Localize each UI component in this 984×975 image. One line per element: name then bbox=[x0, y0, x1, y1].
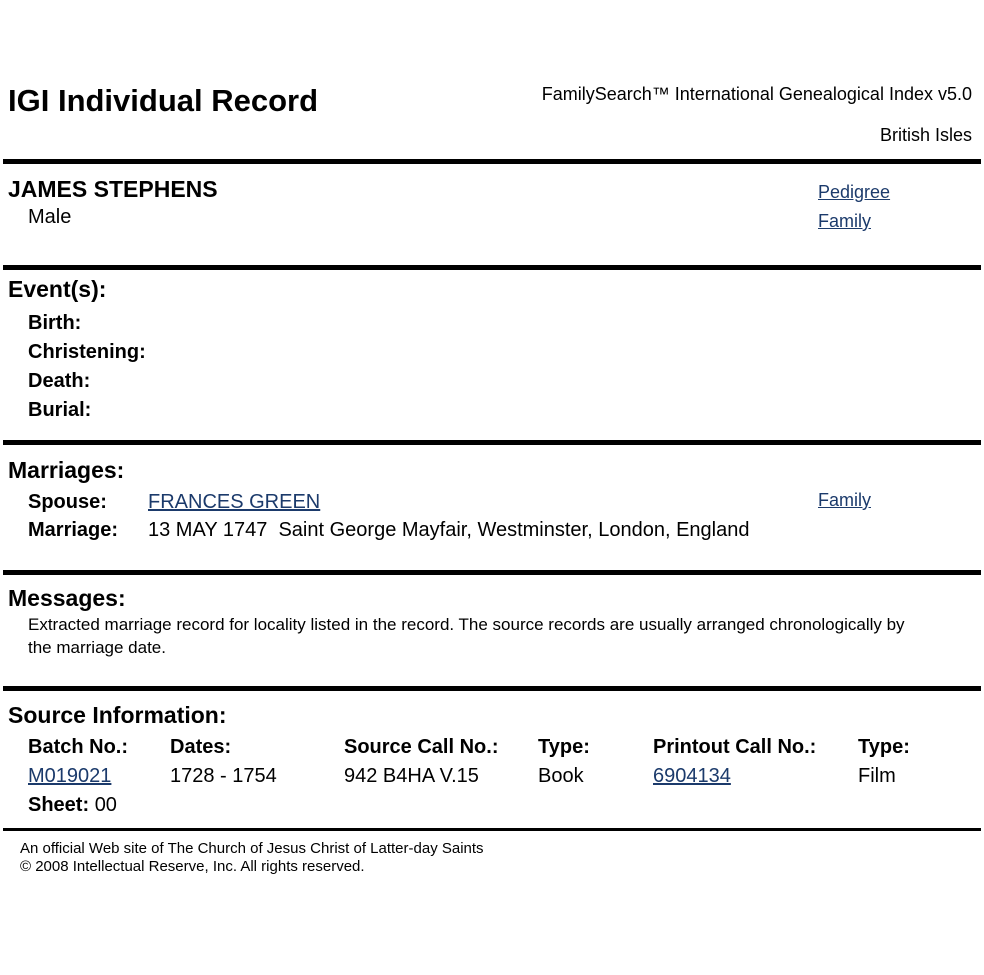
footer-site-line: An official Web site of The Church of Jesus Christ of Latter-day Saints bbox=[20, 840, 484, 857]
batch-no-link[interactable]: M019021 bbox=[28, 765, 112, 787]
source-table bbox=[28, 733, 984, 791]
event-label-death: Death: bbox=[28, 370, 91, 392]
printout-call-no-label: Printout Call No.: bbox=[653, 736, 817, 758]
marriages-heading: Marriages: bbox=[8, 457, 125, 483]
source-call-no-value: 942 B4HA V.15 bbox=[344, 765, 479, 787]
source-heading: Source Information: bbox=[8, 702, 227, 728]
source-type-value: Book bbox=[538, 765, 584, 787]
messages-section bbox=[0, 575, 984, 686]
dates-value: 1728 - 1754 bbox=[170, 765, 277, 787]
marriage-value: 13 MAY 1747 Saint George Mayfair, Westminster, London, England bbox=[148, 519, 750, 541]
pedigree-link[interactable]: Pedigree bbox=[818, 182, 891, 202]
page-title: IGI Individual Record bbox=[8, 83, 319, 118]
sheet-label: Sheet: bbox=[28, 794, 90, 816]
sheet-value: 00 bbox=[94, 794, 117, 816]
page-footer bbox=[0, 831, 984, 875]
marriage-label: Marriage: bbox=[28, 519, 119, 541]
header-right bbox=[542, 84, 972, 145]
messages-heading: Messages: bbox=[8, 585, 126, 611]
person-sex: Male bbox=[28, 206, 72, 228]
individual-section bbox=[0, 164, 984, 265]
marriage-row bbox=[28, 516, 984, 544]
person-name: JAMES STEPHENS bbox=[8, 176, 218, 202]
printout-type-label: Type: bbox=[858, 736, 910, 758]
product-name: FamilySearch™ International Genealogical Index v5.0 bbox=[541, 84, 972, 104]
spouse-family-link[interactable]: Family bbox=[818, 490, 871, 510]
spouse-name-link[interactable]: FRANCES GREEN bbox=[148, 491, 321, 513]
source-type-label: Type: bbox=[538, 736, 590, 758]
spouse-label: Spouse: bbox=[28, 491, 107, 513]
printout-type-value: Film bbox=[858, 765, 896, 787]
events-section bbox=[0, 270, 984, 440]
source-call-no-label: Source Call No.: bbox=[344, 736, 499, 758]
footer-copyright-line: © 2008 Intellectual Reserve, Inc. All rights reserved. bbox=[20, 857, 365, 875]
family-link[interactable]: Family bbox=[818, 211, 871, 231]
message-text: Extracted marriage record for locality listed in the record. The source records are usually arranged chronologically by the marriage date. bbox=[28, 615, 905, 657]
event-label-christening: Christening: bbox=[28, 341, 146, 363]
region-label: British Isles bbox=[879, 125, 972, 145]
dates-label: Dates: bbox=[170, 736, 232, 758]
event-label-burial: Burial: bbox=[28, 399, 92, 421]
batch-no-label: Batch No.: bbox=[28, 736, 128, 758]
events-heading: Event(s): bbox=[8, 276, 107, 302]
event-label-birth: Birth: bbox=[28, 312, 82, 334]
marriages-section bbox=[0, 445, 984, 570]
source-information-section bbox=[0, 691, 984, 828]
individual-links bbox=[818, 178, 890, 236]
printout-call-no-link[interactable]: 6904134 bbox=[653, 765, 731, 787]
sheet-row bbox=[28, 791, 984, 820]
events-rows bbox=[28, 309, 984, 425]
page-header bbox=[0, 0, 984, 159]
